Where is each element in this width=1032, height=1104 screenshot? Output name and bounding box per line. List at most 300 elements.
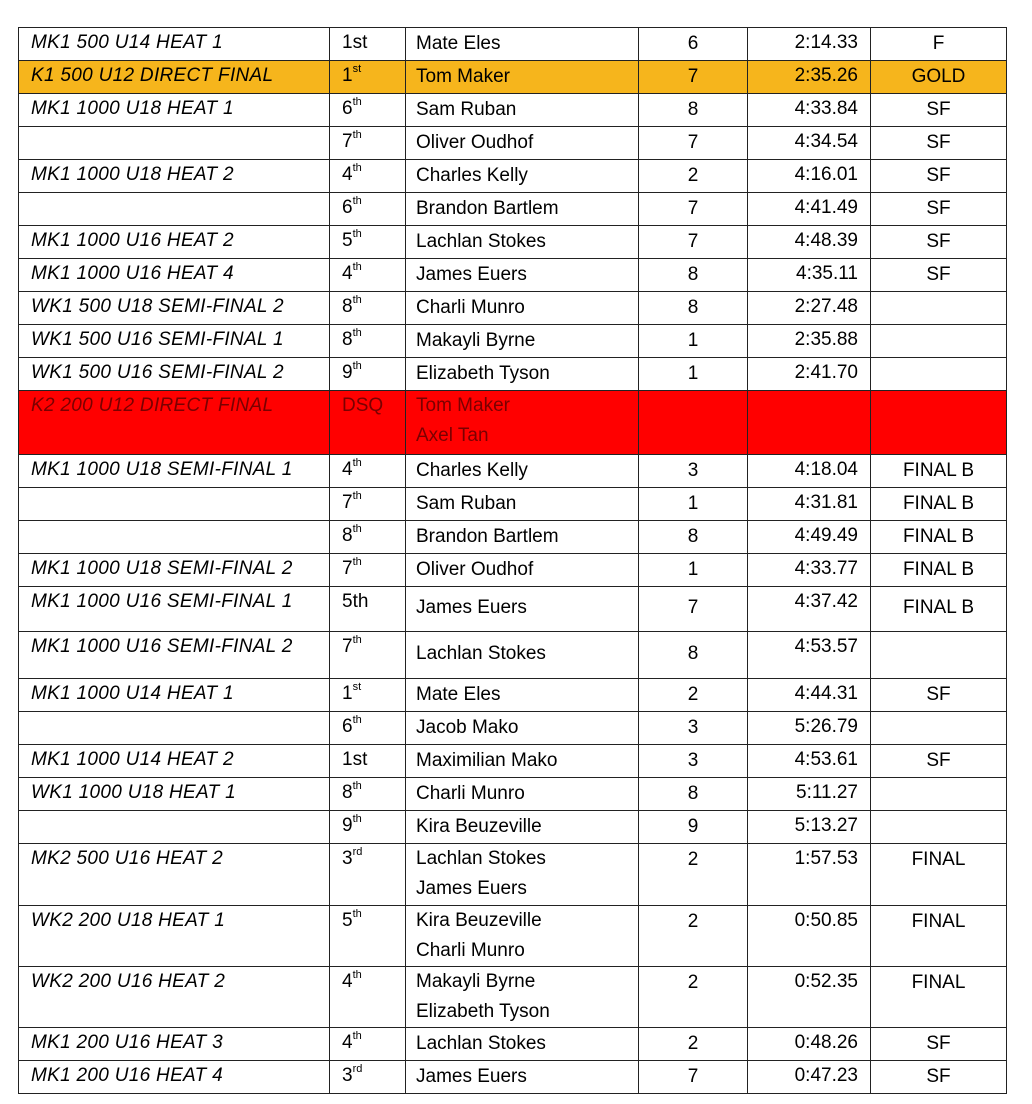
athlete-name: Tom Maker [416, 66, 510, 87]
event-label: WK2 200 U18 HEAT 1 [31, 910, 226, 931]
athlete-cell [406, 259, 639, 292]
event-label: MK1 1000 U16 SEMI-FINAL 2 [31, 636, 293, 657]
lane-cell [639, 811, 748, 844]
athlete-cell [406, 127, 639, 160]
lane-cell [639, 906, 748, 967]
place-value: 4 [342, 263, 353, 284]
athlete-cell [406, 61, 639, 94]
event-label: MK1 1000 U16 HEAT 4 [31, 263, 234, 284]
athlete-name: Elizabeth Tyson [416, 1001, 550, 1022]
place-suffix: th [352, 908, 362, 920]
table-row [19, 455, 1007, 488]
event-label: K2 200 U12 DIRECT FINAL [31, 395, 274, 416]
event-cell [19, 778, 330, 811]
result-value: F [932, 33, 945, 54]
time-value: 5:13.27 [794, 815, 858, 836]
place-suffix: th [352, 294, 362, 306]
event-cell [19, 521, 330, 554]
athlete-cell [406, 679, 639, 712]
place-cell [330, 632, 406, 679]
result-cell [871, 127, 1007, 160]
athlete-cell [406, 712, 639, 745]
place-suffix: th [352, 360, 362, 372]
result-value: FINAL B [902, 493, 975, 514]
table-row [19, 391, 1007, 455]
result-value: SF [926, 198, 951, 219]
lane-cell [639, 521, 748, 554]
place-suffix: th [352, 714, 362, 726]
event-cell [19, 967, 330, 1028]
result-value: FINAL B [902, 526, 975, 547]
table-row [19, 778, 1007, 811]
lane-value: 2 [687, 849, 699, 870]
place-value: 7 [342, 558, 353, 579]
time-cell [748, 259, 871, 292]
result-value: FINAL [911, 972, 966, 993]
result-cell [871, 61, 1007, 94]
place-cell [330, 1061, 406, 1094]
result-cell [871, 226, 1007, 259]
event-cell [19, 679, 330, 712]
lane-value: 7 [687, 597, 699, 618]
table-row [19, 358, 1007, 391]
event-cell [19, 554, 330, 587]
result-cell [871, 844, 1007, 906]
time-cell [748, 1061, 871, 1094]
place-suffix: th [352, 780, 362, 792]
athlete-cell [406, 1061, 639, 1094]
result-cell [871, 906, 1007, 967]
time-cell [748, 811, 871, 844]
place-cell [330, 554, 406, 587]
event-cell [19, 488, 330, 521]
place-cell [330, 292, 406, 325]
time-value: 5:26.79 [794, 716, 858, 737]
lane-cell [639, 844, 748, 906]
lane-cell [639, 259, 748, 292]
athlete-cell [406, 325, 639, 358]
athlete-cell [406, 488, 639, 521]
time-value: 4:35.11 [796, 263, 858, 284]
result-cell [871, 325, 1007, 358]
result-cell [871, 455, 1007, 488]
place-cell [330, 28, 406, 61]
results-table-body [19, 28, 1007, 1094]
table-row [19, 632, 1007, 679]
time-value: 4:49.49 [794, 525, 858, 546]
athlete-cell [406, 778, 639, 811]
event-label: WK2 200 U16 HEAT 2 [31, 971, 226, 992]
place-cell [330, 160, 406, 193]
results-table [18, 27, 1007, 1094]
time-cell [748, 632, 871, 679]
place-value: 1st [342, 32, 368, 53]
place-value: 7 [342, 131, 353, 152]
lane-value: 1 [687, 559, 699, 580]
time-cell [748, 906, 871, 967]
athlete-name: Lachlan Stokes [416, 1033, 546, 1054]
lane-value: 2 [687, 972, 699, 993]
athlete-name: Elizabeth Tyson [416, 363, 550, 384]
place-value: 5th [342, 591, 369, 612]
time-value: 0:47.23 [794, 1065, 858, 1086]
place-cell [330, 127, 406, 160]
lane-value: 1 [687, 493, 699, 514]
lane-cell [639, 778, 748, 811]
time-value: 4:41.49 [794, 197, 858, 218]
result-cell [871, 193, 1007, 226]
result-value: SF [926, 231, 951, 252]
event-label: MK1 500 U14 HEAT 1 [31, 32, 223, 53]
athlete-cell [406, 226, 639, 259]
result-cell [871, 745, 1007, 778]
result-cell [871, 94, 1007, 127]
event-label: WK1 1000 U18 HEAT 1 [31, 782, 236, 803]
lane-cell [639, 1061, 748, 1094]
lane-cell [639, 160, 748, 193]
event-label: MK1 1000 U14 HEAT 2 [31, 749, 234, 770]
athlete-cell [406, 391, 639, 455]
athlete-cell [406, 906, 639, 967]
time-cell [748, 712, 871, 745]
athlete-name: Makayli Byrne [416, 330, 536, 351]
table-row [19, 325, 1007, 358]
athlete-name: Oliver Oudhof [416, 132, 534, 153]
place-value: 8 [342, 329, 353, 350]
result-value: SF [926, 1033, 951, 1054]
place-suffix: th [352, 490, 362, 502]
result-cell [871, 488, 1007, 521]
place-value: 4 [342, 971, 353, 992]
place-value: 3 [342, 1065, 353, 1086]
event-cell [19, 745, 330, 778]
time-value: 4:48.39 [794, 230, 858, 251]
table-row [19, 679, 1007, 712]
result-cell [871, 358, 1007, 391]
table-row [19, 61, 1007, 94]
result-value: SF [926, 1066, 951, 1087]
place-value: 6 [342, 716, 353, 737]
event-cell [19, 358, 330, 391]
table-row [19, 745, 1007, 778]
athlete-name: Lachlan Stokes [416, 848, 546, 869]
time-cell [748, 967, 871, 1028]
place-value: 9 [342, 362, 353, 383]
athlete-cell [406, 745, 639, 778]
result-value: GOLD [911, 66, 966, 87]
lane-cell [639, 127, 748, 160]
lane-cell [639, 967, 748, 1028]
time-value: 0:52.35 [794, 971, 858, 992]
result-cell [871, 632, 1007, 679]
athlete-name: Lachlan Stokes [416, 643, 546, 664]
lane-value: 7 [687, 66, 699, 87]
athlete-name: Mate Eles [416, 684, 501, 705]
place-cell [330, 679, 406, 712]
lane-value: 3 [687, 717, 699, 738]
time-value: 4:34.54 [794, 131, 858, 152]
lane-cell [639, 358, 748, 391]
place-cell [330, 1028, 406, 1061]
place-suffix: st [352, 681, 362, 693]
time-value: 2:14.33 [794, 32, 858, 53]
result-value: SF [926, 132, 951, 153]
event-cell [19, 226, 330, 259]
lane-value: 7 [687, 1066, 699, 1087]
place-suffix: st [352, 63, 362, 75]
place-value: 3 [342, 848, 353, 869]
time-value: 4:53.57 [794, 636, 858, 657]
table-row [19, 1028, 1007, 1061]
athlete-cell [406, 554, 639, 587]
event-cell [19, 391, 330, 455]
event-label: MK1 1000 U16 HEAT 2 [31, 230, 234, 251]
place-value: 7 [342, 492, 353, 513]
place-cell [330, 844, 406, 906]
place-cell [330, 325, 406, 358]
result-cell [871, 967, 1007, 1028]
event-cell [19, 632, 330, 679]
time-value: 4:37.42 [794, 591, 858, 612]
lane-cell [639, 679, 748, 712]
time-value: 4:44.31 [794, 683, 858, 704]
table-row [19, 292, 1007, 325]
event-label: WK1 500 U18 SEMI-FINAL 2 [31, 296, 284, 317]
athlete-cell [406, 1028, 639, 1061]
result-value: SF [926, 684, 951, 705]
place-value: 4 [342, 1032, 353, 1053]
place-cell [330, 226, 406, 259]
time-value: 4:33.84 [794, 98, 858, 119]
time-cell [748, 292, 871, 325]
lane-cell [639, 745, 748, 778]
event-cell [19, 587, 330, 632]
lane-value: 8 [687, 99, 699, 120]
table-row [19, 811, 1007, 844]
athlete-name: Brandon Bartlem [416, 526, 559, 547]
place-suffix: rd [352, 1063, 363, 1075]
time-cell [748, 193, 871, 226]
event-label: MK1 200 U16 HEAT 4 [31, 1065, 223, 1086]
event-label: MK1 1000 U18 SEMI-FINAL 1 [31, 459, 293, 480]
lane-cell [639, 587, 748, 632]
athlete-name: Sam Ruban [416, 493, 517, 514]
athlete-cell [406, 94, 639, 127]
event-cell [19, 325, 330, 358]
lane-cell [639, 61, 748, 94]
place-cell [330, 521, 406, 554]
place-cell [330, 61, 406, 94]
event-cell [19, 259, 330, 292]
time-value: 0:50.85 [794, 910, 858, 931]
time-cell [748, 587, 871, 632]
time-cell [748, 61, 871, 94]
athlete-name: Brandon Bartlem [416, 198, 559, 219]
place-cell [330, 712, 406, 745]
table-row [19, 521, 1007, 554]
result-value: SF [926, 165, 951, 186]
athlete-name: Jacob Mako [416, 717, 519, 738]
lane-value: 2 [687, 1033, 699, 1054]
athlete-name: Charles Kelly [416, 460, 528, 481]
athlete-name: Makayli Byrne [416, 971, 536, 992]
place-value: 7 [342, 636, 353, 657]
athlete-name: Axel Tan [416, 425, 489, 446]
event-label: MK1 1000 U18 HEAT 1 [31, 98, 234, 119]
time-cell [748, 325, 871, 358]
athlete-name: James Euers [416, 1066, 527, 1087]
time-value: 4:31.81 [794, 492, 858, 513]
event-cell [19, 292, 330, 325]
event-cell [19, 844, 330, 906]
place-value: 8 [342, 782, 353, 803]
lane-value: 7 [687, 231, 699, 252]
place-cell [330, 811, 406, 844]
place-cell [330, 906, 406, 967]
event-cell [19, 127, 330, 160]
place-cell [330, 358, 406, 391]
place-suffix: rd [352, 846, 363, 858]
athlete-name: James Euers [416, 878, 527, 899]
result-cell [871, 712, 1007, 745]
time-value: 4:53.61 [794, 749, 858, 770]
table-row [19, 193, 1007, 226]
event-cell [19, 906, 330, 967]
time-cell [748, 844, 871, 906]
place-cell [330, 778, 406, 811]
result-value: SF [926, 750, 951, 771]
result-value: FINAL [911, 849, 966, 870]
time-cell [748, 1028, 871, 1061]
result-value: FINAL B [902, 559, 975, 580]
lane-cell [639, 94, 748, 127]
event-cell [19, 160, 330, 193]
athlete-name: Kira Beuzeville [416, 816, 542, 837]
time-cell [748, 391, 871, 455]
event-label: MK2 500 U16 HEAT 2 [31, 848, 223, 869]
lane-value: 1 [687, 330, 699, 351]
place-cell [330, 967, 406, 1028]
place-suffix: th [352, 129, 362, 141]
athlete-name: James Euers [416, 264, 527, 285]
result-cell [871, 1028, 1007, 1061]
place-suffix: th [352, 327, 362, 339]
place-cell [330, 391, 406, 455]
athlete-cell [406, 844, 639, 906]
place-value: 1 [342, 683, 353, 704]
time-cell [748, 778, 871, 811]
place-suffix: th [352, 556, 362, 568]
table-row [19, 967, 1007, 1028]
lane-cell [639, 292, 748, 325]
event-cell [19, 28, 330, 61]
place-value: 4 [342, 164, 353, 185]
place-cell [330, 259, 406, 292]
event-label: MK1 1000 U14 HEAT 1 [31, 683, 234, 704]
event-label: WK1 500 U16 SEMI-FINAL 2 [31, 362, 284, 383]
lane-value: 8 [687, 264, 699, 285]
event-label: MK1 1000 U18 SEMI-FINAL 2 [31, 558, 293, 579]
result-cell [871, 28, 1007, 61]
event-label: K1 500 U12 DIRECT FINAL [31, 65, 274, 86]
time-cell [748, 160, 871, 193]
athlete-name: Mate Eles [416, 33, 501, 54]
place-cell [330, 488, 406, 521]
time-value: 2:41.70 [794, 362, 858, 383]
place-cell [330, 745, 406, 778]
athlete-cell [406, 193, 639, 226]
place-suffix: th [352, 813, 362, 825]
place-cell [330, 587, 406, 632]
table-row [19, 488, 1007, 521]
result-cell [871, 292, 1007, 325]
place-suffix: th [352, 1030, 362, 1042]
athlete-name: Charli Munro [416, 297, 525, 318]
table-row [19, 226, 1007, 259]
athlete-cell [406, 521, 639, 554]
table-row [19, 94, 1007, 127]
table-row [19, 554, 1007, 587]
result-cell [871, 160, 1007, 193]
lane-value: 2 [687, 684, 699, 705]
place-suffix: th [352, 228, 362, 240]
time-cell [748, 127, 871, 160]
result-cell [871, 1061, 1007, 1094]
time-cell [748, 455, 871, 488]
result-cell [871, 811, 1007, 844]
lane-cell [639, 226, 748, 259]
event-cell [19, 712, 330, 745]
lane-value: 7 [687, 198, 699, 219]
result-value: FINAL B [902, 460, 975, 481]
athlete-name: Sam Ruban [416, 99, 517, 120]
event-cell [19, 61, 330, 94]
place-value: 5 [342, 230, 353, 251]
table-row [19, 587, 1007, 632]
place-suffix: th [352, 457, 362, 469]
lane-cell [639, 488, 748, 521]
athlete-name: Maximilian Mako [416, 750, 558, 771]
lane-cell [639, 391, 748, 455]
time-cell [748, 358, 871, 391]
event-cell [19, 193, 330, 226]
lane-cell [639, 455, 748, 488]
table-row [19, 906, 1007, 967]
time-cell [748, 521, 871, 554]
time-cell [748, 679, 871, 712]
event-label: MK1 1000 U18 HEAT 2 [31, 164, 234, 185]
table-row [19, 1061, 1007, 1094]
lane-value: 7 [687, 132, 699, 153]
lane-value: 8 [687, 783, 699, 804]
time-value: 5:11.27 [796, 782, 858, 803]
lane-cell [639, 632, 748, 679]
time-cell [748, 28, 871, 61]
athlete-cell [406, 292, 639, 325]
athlete-name: Lachlan Stokes [416, 231, 546, 252]
result-cell [871, 259, 1007, 292]
time-value: 4:16.01 [794, 164, 858, 185]
place-value: 6 [342, 197, 353, 218]
result-value: FINAL B [902, 597, 975, 618]
table-row [19, 844, 1007, 906]
table-row [19, 160, 1007, 193]
time-cell [748, 94, 871, 127]
place-value: 8 [342, 525, 353, 546]
time-value: 2:35.88 [794, 329, 858, 350]
place-value: 1st [342, 749, 368, 770]
lane-cell [639, 712, 748, 745]
